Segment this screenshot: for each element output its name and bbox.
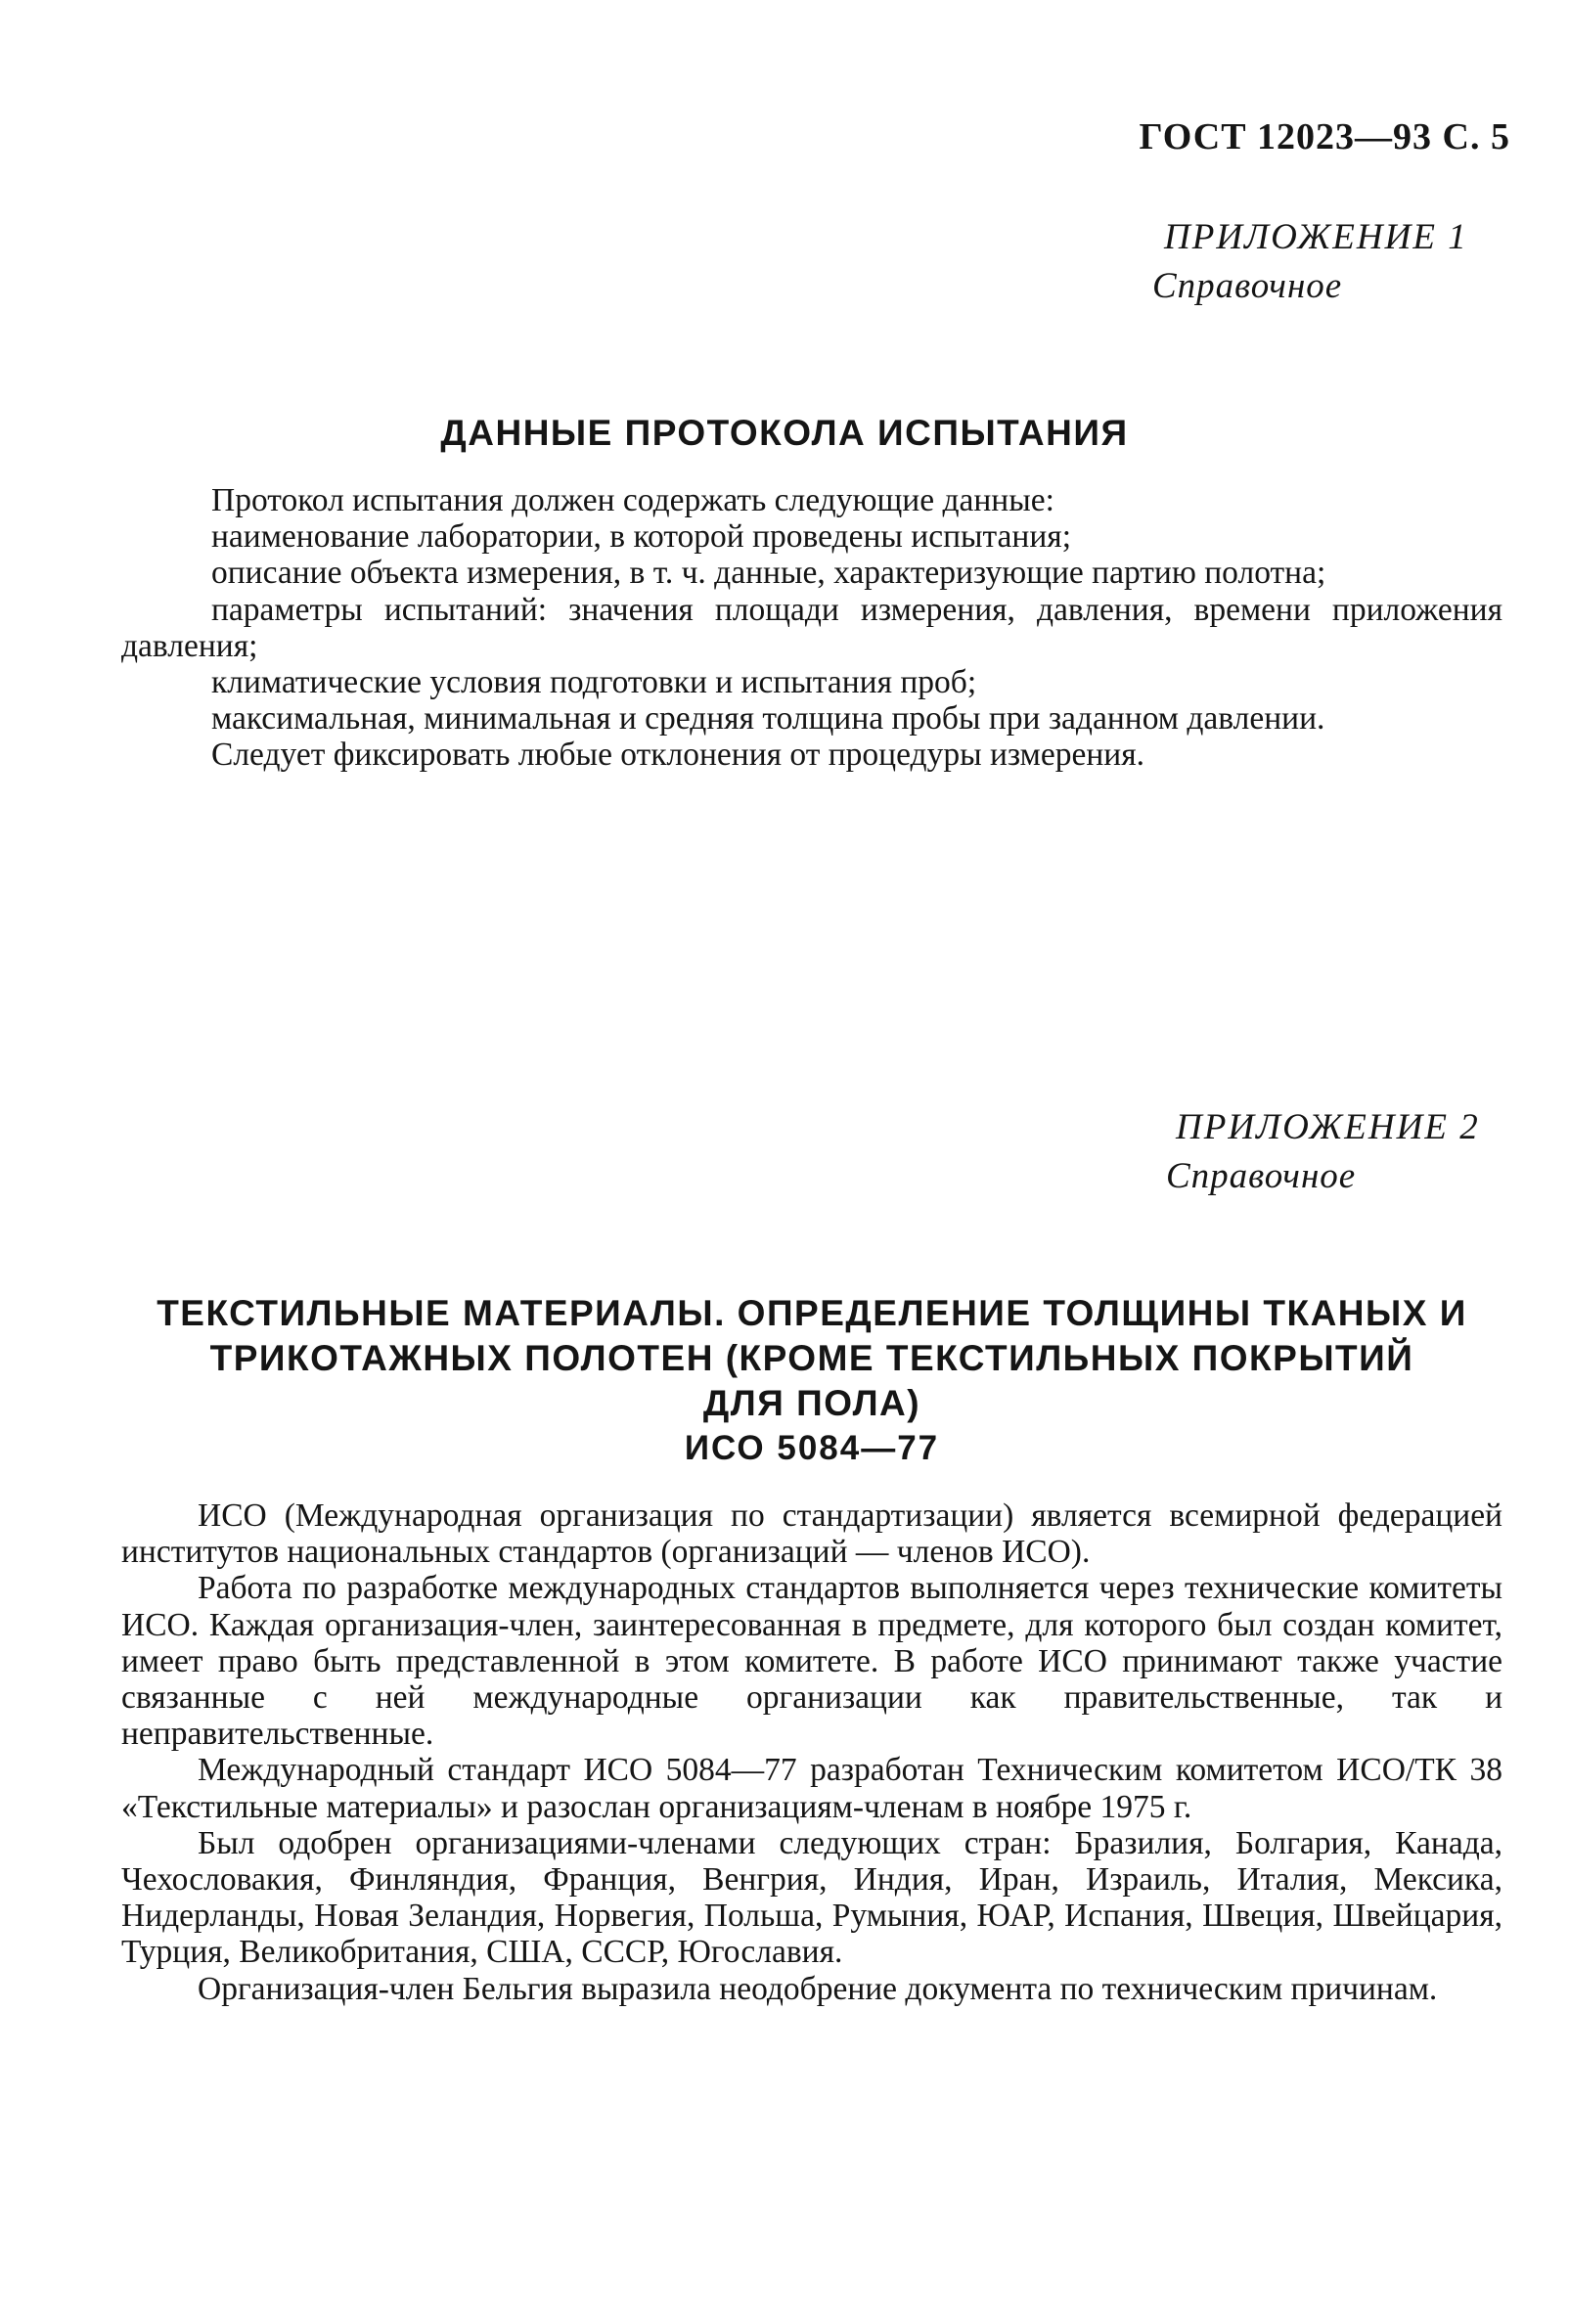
appendix-2-paragraph: Был одобрен организациями-членами следующих стран: Бразилия, Болгария, Канада, Чехословакия, Финляндия, Франция, Венгрия, Индия, Иран, Израиль, Италия, Мексика, Нидерланды, Новая Зеландия, Норвегия, Польша, Румыния, ЮАР, Испания, Швеция, Швейцария, Турция, Великобритания, США, СССР, Югославия. (121, 1824, 1502, 1971)
appendix-1-paragraph: наименование лаборатории, в которой проведены испытания; (211, 518, 1071, 556)
running-head: ГОСТ 12023—93 С. 5 (1139, 116, 1510, 157)
appendix-1-paragraph: описание объекта измерения, в т. ч. данные, характеризующие партию полотна; (211, 555, 1326, 592)
appendix-1-paragraph: Протокол испытания должен содержать следующие данные: (211, 482, 1054, 518)
appendix-2-body (121, 1497, 1502, 2007)
appendix-2-kind: Справочное (1166, 1156, 1357, 1196)
appendix-1-body (121, 482, 1502, 774)
appendix-2-paragraph: Работа по разработке международных стандартов выполняется через технические комитеты ИСО. Каждая организация-член, заинтересованная в предмете, для которого был создан комитет, имеет право быть представленной в этом комитете. В работе ИСО принимают также участие связанные с ней международные организации как правительственные, так и неправительственные. (121, 1570, 1502, 1753)
appendix-2-title-line: ДЛЯ ПОЛА) (702, 1383, 921, 1423)
appendix-1-paragraph: климатические условия подготовки и испытания проб; (211, 664, 977, 701)
appendix-1-paragraph: Следует фиксировать любые отклонения от процедуры измерения. (211, 737, 1144, 774)
appendix-2-title-line: ТЕКСТИЛЬНЫЕ МАТЕРИАЛЫ. ОПРЕДЕЛЕНИЕ ТОЛЩИНЫ ТКАНЫХ И (157, 1293, 1467, 1333)
appendix-1-kind: Справочное (1152, 266, 1343, 306)
appendix-2-label: ПРИЛОЖЕНИЕ 2 (1176, 1107, 1480, 1147)
appendix-1-label-block (1152, 213, 1468, 311)
appendix-1-paragraph: параметры испытаний: значения площади измерения, давления, времени приложения давления; (121, 591, 1502, 664)
appendix-1-title: ДАННЫЕ ПРОТОКОЛА ИСПЫТАНИЯ (440, 413, 1129, 453)
appendix-2-paragraph: ИСО (Международная организация по стандартизации) является всемирной федерацией институтов национальных стандартов (организаций — членов ИСО). (121, 1497, 1502, 1571)
appendix-1-label: ПРИЛОЖЕНИЕ 1 (1164, 217, 1468, 257)
appendix-2-title (117, 1291, 1506, 1471)
appendix-2-title-line: ТРИКОТАЖНЫХ ПОЛОТЕН (КРОМЕ ТЕКСТИЛЬНЫХ ПОКРЫТИЙ (209, 1338, 1414, 1378)
appendix-2-paragraph: Организация-член Бельгия выразила неодобрение документа по техническим причинам. (198, 1970, 1438, 2007)
appendix-2-paragraph: Международный стандарт ИСО 5084—77 разработан Техническим комитетом ИСО/ТК 38 «Текстильные материалы» и разослан организациям-членам в ноябре 1975 г. (121, 1752, 1502, 1825)
appendix-2-label-block (1166, 1103, 1480, 1201)
appendix-2-standard-number: ИСО 5084—77 (684, 1429, 940, 1467)
appendix-1-paragraph: максимальная, минимальная и средняя толщина пробы при заданном давлении. (211, 700, 1325, 737)
